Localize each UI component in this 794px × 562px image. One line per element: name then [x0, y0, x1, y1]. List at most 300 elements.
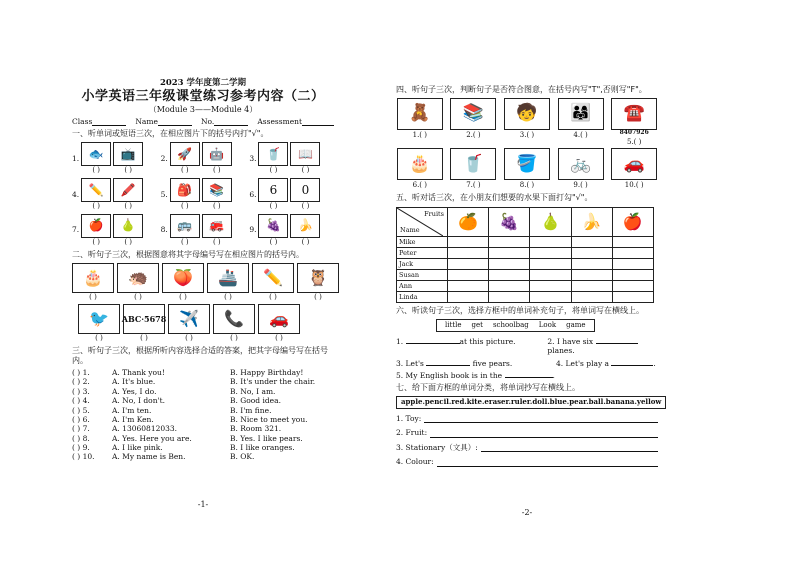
name-field[interactable]: [158, 117, 192, 126]
table-corner-cell: [397, 208, 448, 237]
sentence-5-end: .: [552, 370, 555, 380]
check-cell[interactable]: [489, 281, 530, 292]
picture-icon: 👨‍👩‍👧: [558, 98, 604, 130]
question-row: [72, 415, 334, 424]
check-cell[interactable]: [448, 281, 489, 292]
option-a: A. Yes, I do.: [112, 386, 157, 396]
answer-bracket[interactable]: ( ): [301, 166, 310, 175]
category-label: 1. Toy:: [396, 414, 422, 423]
picture-icon: 📺: [113, 142, 143, 166]
picture-row: [258, 142, 320, 166]
answer-bracket[interactable]: ( ): [92, 166, 100, 175]
picture-icon: ✏️: [81, 178, 111, 202]
picture-icon: 🍑: [162, 263, 204, 293]
check-cell[interactable]: [612, 292, 653, 303]
answer-bracket[interactable]: ( ): [89, 292, 97, 301]
answer-bracket[interactable]: ( ): [124, 202, 132, 210]
question-row: [72, 452, 334, 461]
answer-bracket[interactable]: ( ): [224, 292, 232, 301]
table-row: [397, 281, 654, 292]
picture-icon: 6: [258, 178, 288, 202]
category-word-list: apple.pencil.red.kite.eraser.ruler.doll.blue.pear.ball.banana.yellow: [396, 396, 666, 409]
sentence-row-2: [396, 359, 658, 368]
category-label: 3. Stationary（文具）:: [396, 442, 478, 452]
answer-bracket[interactable]: ( ): [301, 202, 310, 210]
item-number: 9.: [249, 225, 257, 235]
fruit-icon: 🍇: [489, 208, 530, 237]
sentence-5-start: 5. My English book is in the: [396, 370, 503, 380]
answer-bracket[interactable]: ( ): [134, 292, 142, 301]
part2-picture-cell: [258, 304, 300, 343]
picture-icon: 🤖: [202, 142, 232, 166]
part4-heading: 四、听句子三次，判断句子是否符合图意，在括号内写"T",否则写"F"。: [396, 85, 647, 94]
picture-icon: 🚗: [258, 304, 300, 334]
question-number[interactable]: ( ) 10.: [72, 452, 95, 462]
picture-icon: 🚢: [207, 263, 249, 293]
check-cell[interactable]: [612, 259, 653, 270]
picture-row: [81, 178, 143, 202]
answer-bracket[interactable]: ( ): [212, 202, 221, 210]
item-number: 6.: [249, 189, 257, 199]
picture-icon: 🍎: [81, 214, 111, 238]
option-a: A. Thank you!: [112, 368, 165, 377]
category-row: [396, 443, 658, 452]
question-row: [72, 387, 334, 396]
picture-icon: 📚: [450, 98, 496, 130]
part1-grid: [72, 142, 334, 246]
picture-pair: [81, 178, 143, 211]
check-cell[interactable]: [448, 237, 489, 248]
answer-bracket[interactable]: ( ): [180, 202, 189, 210]
check-cell[interactable]: [489, 237, 530, 248]
bracket-row: [81, 238, 143, 247]
question-number[interactable]: ( ) 9.: [72, 443, 90, 452]
word-option: Look: [538, 321, 557, 329]
part1-item: [249, 214, 334, 247]
sentence-1-blank[interactable]: [406, 343, 460, 344]
class-label: Class: [72, 116, 93, 126]
category-label: 2. Fruit:: [396, 428, 428, 438]
table-row: [397, 248, 654, 259]
answer-bracket[interactable]: 4.( ): [573, 131, 588, 139]
answer-bracket[interactable]: ( ): [301, 237, 310, 246]
part2-row-2: [72, 304, 334, 343]
option-b: B. Room 321.: [230, 424, 282, 434]
bracket-row: [258, 238, 320, 247]
option-a: A. I'm Ken.: [112, 414, 154, 424]
part2-picture-cell: [252, 263, 294, 302]
part1-item: [72, 142, 157, 175]
option-a: A. It's blue.: [112, 377, 156, 387]
check-cell[interactable]: [571, 292, 612, 303]
picture-pair: [258, 178, 320, 211]
bracket-row: [81, 202, 143, 211]
check-cell[interactable]: [612, 281, 653, 292]
student-name: Ann: [397, 281, 448, 292]
word-option: schoolbag: [492, 321, 529, 329]
bracket-row: [258, 166, 320, 175]
part4-picture-cell: [610, 98, 658, 146]
student-name: Jack: [397, 259, 448, 270]
part1-heading: 一、听单词或短语三次，在相应图片下的括号内打"√"。: [72, 129, 269, 139]
item-number: 5.: [160, 189, 168, 199]
answer-bracket[interactable]: 5.( ): [627, 137, 642, 146]
table-row: [397, 237, 654, 248]
check-cell[interactable]: [571, 259, 612, 270]
answer-bracket[interactable]: ( ): [95, 334, 103, 343]
picture-icon: 🥤: [450, 148, 496, 180]
word-option: little: [445, 321, 462, 329]
option-a: A. I'm ten.: [112, 405, 152, 415]
check-cell[interactable]: [571, 237, 612, 248]
check-cell[interactable]: [571, 248, 612, 259]
answer-bracket[interactable]: ( ): [212, 237, 221, 246]
check-cell[interactable]: [489, 270, 530, 281]
answer-bracket[interactable]: ( ): [179, 292, 187, 301]
check-cell[interactable]: [530, 292, 571, 303]
question-number[interactable]: ( ) 8.: [72, 433, 90, 443]
part4-picture-cell: [396, 148, 444, 190]
part1-item: [72, 214, 157, 247]
option-b: B. It's under the chair.: [230, 377, 316, 387]
picture-pair: [170, 214, 232, 247]
table-row: [397, 270, 654, 281]
part4-picture-cell: [557, 98, 605, 146]
check-cell[interactable]: [530, 259, 571, 270]
answer-bracket[interactable]: 9.( ): [573, 181, 588, 190]
page-number-2: -2-: [521, 508, 533, 517]
question-number[interactable]: ( ) 1.: [72, 368, 90, 377]
picture-icon: ✏️: [252, 263, 294, 293]
item-number: 3.: [249, 153, 257, 163]
picture-icon: 🚀: [170, 142, 200, 166]
part4-picture-cell: [503, 98, 551, 146]
option-b: B. No, I am.: [230, 386, 276, 396]
part4-picture-cell: [450, 98, 498, 146]
bracket-row: [170, 202, 232, 211]
word-option: game: [566, 321, 586, 329]
category-lines: [396, 414, 658, 467]
word-option: get: [471, 321, 483, 329]
number-field[interactable]: [214, 117, 248, 126]
answer-bracket[interactable]: ( ): [269, 202, 278, 210]
fruit-icon: 🍎: [612, 208, 653, 237]
module-subtitle: （Module 3——Module 4）: [148, 104, 258, 114]
sentence-1-end: at this picture.: [459, 336, 516, 346]
bracket-row: [170, 238, 232, 247]
question-row: [72, 396, 334, 405]
part2-picture-cell: [117, 263, 159, 302]
picture-icon: 🚌: [170, 214, 200, 238]
sentence-3-end: five pears.: [472, 358, 513, 368]
category-blank[interactable]: [437, 458, 658, 467]
picture-icon: 📚: [202, 178, 232, 202]
check-cell[interactable]: [448, 292, 489, 303]
name-header: Name: [400, 225, 420, 234]
number-label: No.: [200, 116, 215, 126]
assessment-label: Assessment: [257, 116, 302, 126]
answer-bracket[interactable]: ( ): [269, 237, 278, 246]
part2-heading: 二、听句子三次，根据图意将其字母编号写在相应图片的括号内。: [72, 249, 304, 259]
part2-picture-cell: [297, 263, 339, 302]
picture-icon: 📖: [290, 142, 320, 166]
student-name: Mike: [397, 237, 448, 248]
picture-icon: ☎️: [611, 98, 657, 130]
student-name: Peter: [397, 248, 448, 259]
check-cell[interactable]: [530, 281, 571, 292]
part4-grid: [396, 98, 658, 190]
part2-picture-cell: [78, 304, 120, 343]
category-row: [396, 428, 658, 437]
option-b: B. Good idea.: [230, 396, 281, 406]
picture-row: [170, 142, 232, 166]
picture-icon: 🐦: [78, 304, 120, 334]
word-box: [436, 319, 595, 332]
answer-bracket[interactable]: 1.( ): [412, 131, 427, 139]
option-b: B. OK.: [230, 452, 255, 462]
picture-icon: 🐟: [81, 142, 111, 166]
category-label: 4. Colour:: [396, 457, 434, 467]
check-cell[interactable]: [571, 270, 612, 281]
picture-icon: 🍇: [258, 214, 288, 238]
option-a: A. I like pink.: [112, 443, 163, 452]
bracket-row: [81, 166, 143, 175]
picture-pair: [170, 178, 232, 211]
question-row: [72, 434, 334, 443]
picture-pair: [170, 142, 232, 175]
part4-picture-cell: [450, 148, 498, 190]
question-row: [72, 377, 334, 386]
picture-pair: [81, 142, 143, 175]
part2-picture-cell: [162, 263, 204, 302]
part3-list: [72, 368, 334, 462]
question-number[interactable]: ( ) 7.: [72, 424, 90, 434]
answer-bracket[interactable]: ( ): [185, 334, 193, 343]
picture-icon: 🪣: [504, 148, 550, 180]
category-row: [396, 457, 658, 466]
option-a: A. Yes. Here you are.: [112, 433, 192, 443]
question-number[interactable]: ( ) 5.: [72, 405, 90, 415]
answer-bracket[interactable]: ( ): [269, 292, 277, 301]
student-name: Linda: [397, 292, 448, 303]
part4-picture-cell: [396, 98, 444, 146]
picture-icon: 🦔: [117, 263, 159, 293]
picture-icon: 📞: [213, 304, 255, 334]
category-blank[interactable]: [424, 414, 658, 423]
item-number: 2.: [160, 153, 168, 163]
part4-picture-cell: [503, 148, 551, 190]
check-cell[interactable]: [489, 292, 530, 303]
answer-bracket[interactable]: ( ): [140, 334, 148, 343]
part1-item: [72, 178, 157, 211]
check-cell[interactable]: [448, 270, 489, 281]
part3-heading: 三、听句子三次，根据所听内容选择合适的答案，把其字母编号写在括号内。: [72, 346, 328, 365]
option-b: B. Yes. I like pears.: [230, 433, 303, 443]
check-cell[interactable]: [448, 259, 489, 270]
picture-row: [170, 214, 232, 238]
item-number: 4.: [72, 189, 80, 199]
question-row: [72, 424, 334, 433]
option-b: B. I like oranges.: [230, 443, 295, 452]
part1-item: [161, 178, 246, 211]
sentence-4-blank[interactable]: [611, 365, 653, 366]
sentence-row-1: [396, 337, 658, 356]
term-title: 2023 学年度第二学期: [159, 78, 247, 88]
fruit-icon: 🍊: [448, 208, 489, 237]
check-cell[interactable]: [448, 248, 489, 259]
option-a: A. My name is Ben.: [112, 452, 186, 462]
part4-picture-cell: [557, 148, 605, 190]
answer-bracket[interactable]: ( ): [92, 202, 100, 210]
option-b: B. I'm fine.: [230, 405, 272, 415]
part4-picture-cell: [610, 148, 658, 190]
answer-bracket[interactable]: ( ): [314, 292, 322, 301]
check-cell[interactable]: [612, 270, 653, 281]
answer-bracket[interactable]: ( ): [230, 334, 238, 343]
option-b: B. Nice to meet you.: [230, 414, 308, 424]
part2-picture-cell: [168, 304, 210, 343]
picture-icon: 🧒: [504, 98, 550, 130]
question-number[interactable]: ( ) 2.: [72, 377, 90, 387]
picture-icon: 🦉: [297, 263, 339, 293]
item-number: 8.: [160, 225, 168, 235]
sentence-4-start: 4. Let's play a: [556, 358, 610, 368]
picture-icon: 🚗: [611, 148, 657, 180]
check-cell[interactable]: [571, 281, 612, 292]
answer-bracket[interactable]: 7.( ): [466, 181, 481, 190]
answer-bracket[interactable]: ( ): [180, 237, 189, 246]
assessment-field[interactable]: [302, 117, 334, 126]
picture-icon: 🎒: [170, 178, 200, 202]
question-number[interactable]: ( ) 6.: [72, 414, 90, 424]
picture-row: [258, 214, 320, 238]
sentence-3-start: 3. Let's: [396, 358, 424, 368]
fruit-icon: 🍌: [571, 208, 612, 237]
item-number: 7.: [72, 225, 80, 235]
check-cell[interactable]: [612, 248, 653, 259]
sentence-2-end: planes.: [547, 346, 575, 356]
part1-item: [249, 178, 334, 211]
picture-row: [170, 178, 232, 202]
picture-icon: 🎂: [397, 148, 443, 180]
option-b: B. Happy Birthday!: [230, 368, 304, 377]
option-a: A. No, I don't.: [112, 396, 165, 406]
sentence-5-blank[interactable]: [505, 377, 553, 378]
left-page: [72, 78, 334, 509]
answer-bracket[interactable]: ( ): [180, 166, 189, 175]
picture-icon: ✈️: [168, 304, 210, 334]
item-number: 1.: [72, 153, 80, 163]
answer-bracket[interactable]: ( ): [269, 166, 278, 175]
sentence-2-blank[interactable]: [596, 343, 638, 344]
student-info: [72, 117, 334, 126]
page-number-1: -1-: [197, 500, 209, 509]
name-label: Name: [135, 116, 158, 126]
picture-row: [258, 178, 320, 202]
check-cell[interactable]: [489, 248, 530, 259]
option-a: A. 13060812033.: [112, 424, 178, 434]
picture-pair: [81, 214, 143, 247]
picture-icon: 🍐: [113, 214, 143, 238]
sentence-4-end: .: [653, 358, 656, 368]
picture-icon: 🥤: [258, 142, 288, 166]
part2-picture-cell: [123, 304, 165, 343]
bracket-row: [170, 166, 232, 175]
answer-bracket[interactable]: 10.( ): [624, 181, 644, 190]
class-field[interactable]: [92, 117, 126, 126]
question-number[interactable]: ( ) 3.: [72, 386, 90, 396]
part5-heading: 五、听对话三次，在小朋友们想要的水果下面打勾"√"。: [396, 193, 593, 202]
question-row: [72, 406, 334, 415]
question-number[interactable]: ( ) 4.: [72, 396, 90, 406]
part1-item: [249, 142, 334, 175]
picture-icon: 🖍️: [113, 178, 143, 202]
phone-number-caption: 8407926: [619, 129, 649, 136]
bracket-row: [258, 202, 320, 211]
picture-icon: ABC·5678: [123, 304, 165, 334]
fruit-icon: 🍐: [530, 208, 571, 237]
picture-icon: 0: [290, 178, 320, 202]
part7-heading: 七、给下面方框的单词分类，将单词抄写在横线上。: [396, 383, 580, 393]
table-row: [397, 259, 654, 270]
answer-bracket[interactable]: 3.( ): [519, 131, 535, 139]
part2-picture-cell: [207, 263, 249, 302]
picture-pair: [258, 214, 320, 247]
answer-bracket[interactable]: ( ): [212, 166, 221, 175]
fruit-table: [396, 207, 654, 303]
part6-heading: 六、听读句子三次，选择方框中的单词补充句子，将单词写在横线上。: [396, 306, 644, 315]
picture-pair: [258, 142, 320, 175]
answer-bracket[interactable]: ( ): [275, 334, 283, 343]
question-row: [72, 443, 334, 452]
page-title: 小学英语三年级课堂练习参考内容（二）: [81, 88, 325, 104]
part2-row-1: [72, 263, 334, 302]
picture-icon: 🚒: [202, 214, 232, 238]
part1-item: [161, 142, 246, 175]
answer-bracket[interactable]: ( ): [124, 166, 132, 175]
check-cell[interactable]: [612, 237, 653, 248]
answer-bracket[interactable]: ( ): [124, 237, 132, 246]
part1-item: [161, 214, 246, 247]
picture-row: [81, 214, 143, 238]
sentence-3-blank[interactable]: [426, 365, 470, 366]
table-row: [397, 292, 654, 303]
answer-bracket[interactable]: 8.( ): [519, 181, 535, 190]
check-cell[interactable]: [530, 270, 571, 281]
category-blank[interactable]: [481, 443, 658, 452]
category-blank[interactable]: [430, 429, 658, 438]
answer-bracket[interactable]: 2.( ): [466, 131, 481, 139]
check-cell[interactable]: [530, 237, 571, 248]
check-cell[interactable]: [530, 248, 571, 259]
picture-icon: 🚲: [558, 148, 604, 180]
right-page: [396, 82, 662, 517]
sentence-row-3: [396, 371, 658, 380]
answer-bracket[interactable]: 6.( ): [412, 181, 427, 190]
picture-icon: 🧸: [397, 98, 443, 130]
category-row: [396, 414, 658, 423]
sentence-1-start: 1.: [396, 336, 404, 346]
fruits-header: Fruits: [424, 210, 444, 218]
picture-icon: 🎂: [72, 263, 114, 293]
answer-bracket[interactable]: ( ): [92, 237, 100, 246]
sentence-2-start: 2. I have six: [547, 336, 594, 346]
question-row: [72, 368, 334, 377]
picture-icon: 🍌: [290, 214, 320, 238]
student-name: Susan: [397, 270, 448, 281]
part2-picture-cell: [72, 263, 114, 302]
check-cell[interactable]: [489, 259, 530, 270]
